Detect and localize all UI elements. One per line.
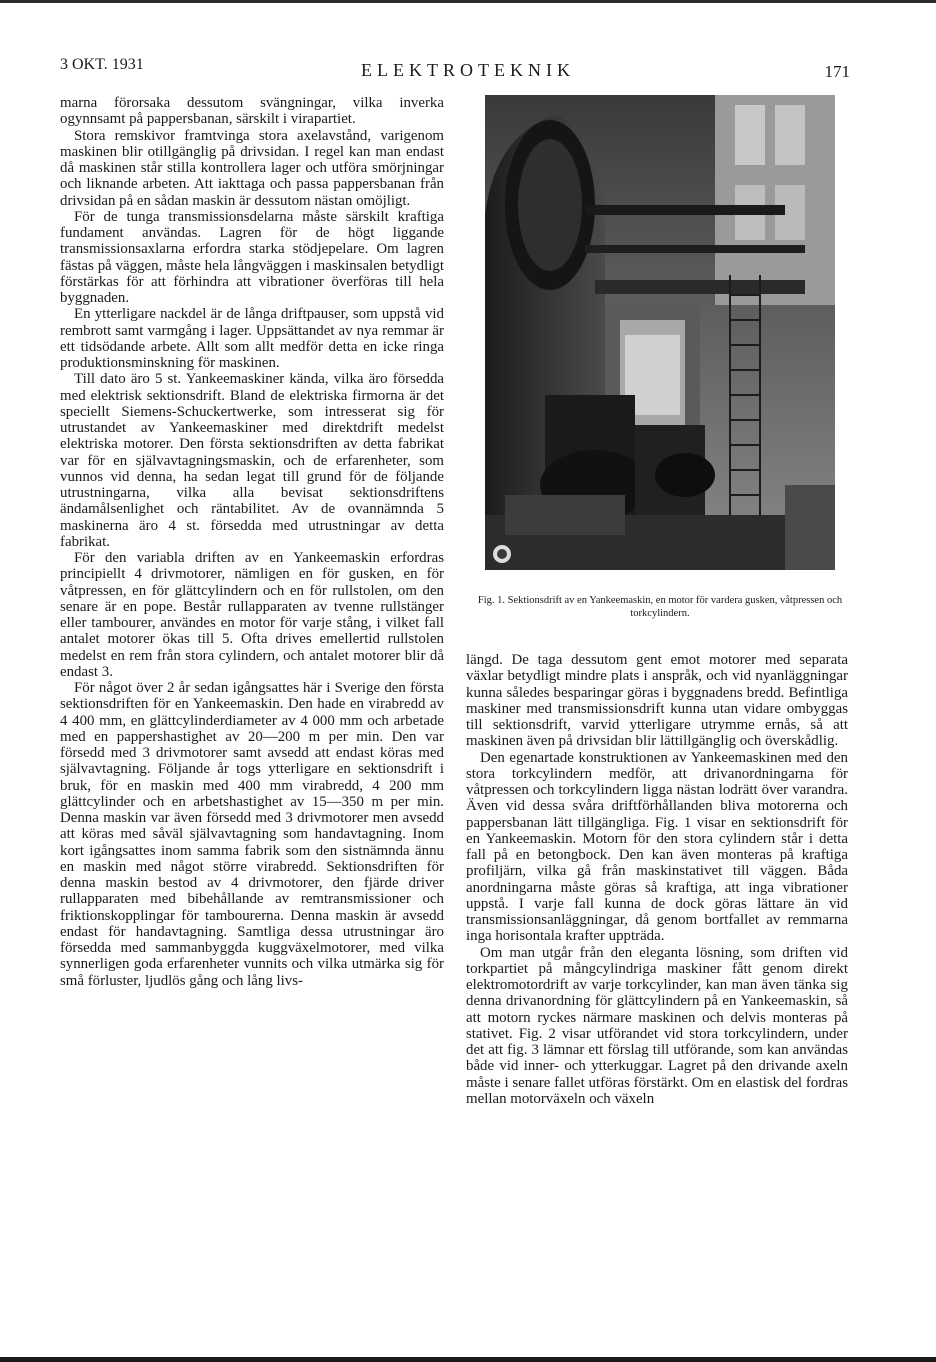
paragraph: För den variabla driften av en Yankeemaskin erfordras principiellt 4 drivmotorer, nämligen en för gusken, en för våtpressen, en för glättcylindern och en för rullstolen, om den senare är en pope. Består rullapparaten av tvenne rullstänger eller tambourer, användes en motor för varje stång, i vilket fall antalet motorer ökas till 5. Ofta drives emellertid rullstolen medelst en rem från stora cylindern, och antalet motorer blir då endast 3. <box>60 550 444 680</box>
bottom-border <box>0 1357 936 1362</box>
paragraph: Om man utgår från den eleganta lösning, som driften vid torkpartiet på mångcylindriga maskiner fått genom direkt elektromotordrift av varje torkcylinder, kan man även tänka sig denna drivanordning för glättcylindern på en Yankeemaskin, så att motorn ryckes närmare maskinen och delvis monteras på stativet. Fig. 2 visar utförandet vid stora torkcylindern, under det att fig. 3 lämnar ett förslag till utförande, som kan användas både vid inner- och ytterkuggar. Lagret på den drivande axeln måste i senare fallet utföras förstärkt. Om en elastisk del fordras mellan motorväxeln och växeln <box>466 944 848 1107</box>
right-column <box>466 652 848 1107</box>
paragraph: Den egenartade konstruktionen av Yankeemaskinen med den stora torkcylindern medför, att drivanordningarna för våtpressen och torkcylindern ligga nästan lodrätt över varandra. Även vid dessa svåra driftförhållanden bliva motorerna och pappersbanan lätt tillgängliga. Fig. 1 visar en sektionsdrift för en Yankeemaskin. Motorn för den stora cylindern står i detta fall på en betongbock. Den kan även monteras på kraftiga profiljärn, vilka gå från maskinstativet till väggen. Båda anordningarna måste göras så kraftiga, att inga vibrationer uppstå. I varje fall kunna de dock göras lättare än vid transmissionsanläggningar, då genom bortfallet av remmarna inga horisontala krafter uppträda. <box>466 749 848 945</box>
paragraph: Stora remskivor framtvinga stora axelavstånd, varigenom maskinen blir otillgänglig på drivsidan. I regel kan man endast då maskinen står stilla kontrollera lager och utföra smörjningar och liknande arbeten. Att iakttaga och passa pappersbanan från drivsidan på en sådan maskin är dessutom nästan omöjligt. <box>60 127 444 209</box>
paragraph: marna förorsaka dessutom svängningar, vilka inverka ogynnsamt på pappersbanan, särskilt i virapartiet. <box>60 95 444 128</box>
page-number: 171 <box>824 62 850 81</box>
issue-date: 3 OKT. 1931 <box>60 56 144 73</box>
top-border <box>0 0 936 3</box>
paragraph: För de tunga transmissionsdelarna måste särskilt kraftiga fundament användas. Lagren för de högt liggande transmissionsaxlarna erfordra starka stödjepelare. Om lagren fästas på väggen, måste hela långväggen i maskinsalen betydligt förstärkas för att förhindra att vibrationer överföras till hela byggnaden. <box>60 208 444 306</box>
paragraph: För något över 2 år sedan igångsattes här i Sverige den första sektionsdriften för en Yankeemaskin. Den hade en virabredd av 4 400 mm, en glättcylinderdiameter av 4 000 mm och arbetade med en pappershastighet av 20—200 m per min. Den var försedd med 3 drivmotorer samt avsedd att endast köras med självavtagning. Följande år togs ytterligare en sektionsdrift i bruk, för en maskin med 400 mm virabredd, 4 200 mm glättcylinder och en arbetshastighet av 15—350 m per min. Denna maskin var även försedd med 3 drivmotorer men avsedd att köras med såväl självavtagning som handavtagning. Inom kort igångsattes inom samma fabrik som den sistnämnda ännu en maskin med något större virabredd. Sektionsdriften för denna maskin bestod av 4 drivmotorer, den fjärde driver rullapparaten med bibehållande av remtransmissioner och friktionskopplingar för tambourerna. Denna maskin är avsedd endast för handavtagning. Samtliga dessa utrustningar äro försedda med sammanbyggda kuggväxelmotorer, med vilka synnerligen goda erfarenheter vunnits och vilka utmärka sig för små förluster, ljudlös gång och lång livs- <box>60 680 444 989</box>
journal-title: ELEKTROTEKNIK <box>361 60 575 80</box>
paragraph: längd. De taga dessutom gent emot motorer med separata växlar betydligt mindre plats i anspråk, och vid nyanläggningar kunna således besparingar göras i byggnadens bredd. Befintliga maskiner med transmissionsdrift kunna utan vidare ombyggas till sektionsdrift, varvid ytterligare utrymme ernås, så att maskinen även på drivsidan blir lättillgänglig och överskådlig. <box>466 652 848 750</box>
left-column <box>60 95 444 989</box>
paragraph: Till dato äro 5 st. Yankeemaskiner kända, vilka äro försedda med elektrisk sektionsdrift. Bland de elektriska firmorna är det speciellt Siemens-Schuckertwerke, som intresserat sig för utrustandet av Yankeemaskiner med direktdrift medelst elektriska motorer. Den första sektionsdriften av detta fabrikat var för en självavtagningsmaskin, och de erfarenheter, som vunnos vid denna, ha sedan legat till grund för de följande utrustningarna, vilka alla bevisat sektionsdriftens ändamålsenlighet och räntabilitet. Av de ovannämnda 5 maskinerna äro 4 st. försedda med utrustningar av detta fabrikat. <box>60 371 444 550</box>
figure-caption: Fig. 1. Sektionsdrift av en Yankeemaskin, en motor för vardera gusken, våtpressen och torkcylindern. <box>477 595 843 619</box>
paragraph: En ytterligare nackdel är de långa driftpauser, som uppstå vid rembrott samt varmgång i lager. Uppsättandet av nya remmar är ett tidsödande arbete. Allt som allt medför detta en icke ringa produktionsminskning för maskinen. <box>60 306 444 371</box>
machine-hall-photo <box>485 95 835 570</box>
